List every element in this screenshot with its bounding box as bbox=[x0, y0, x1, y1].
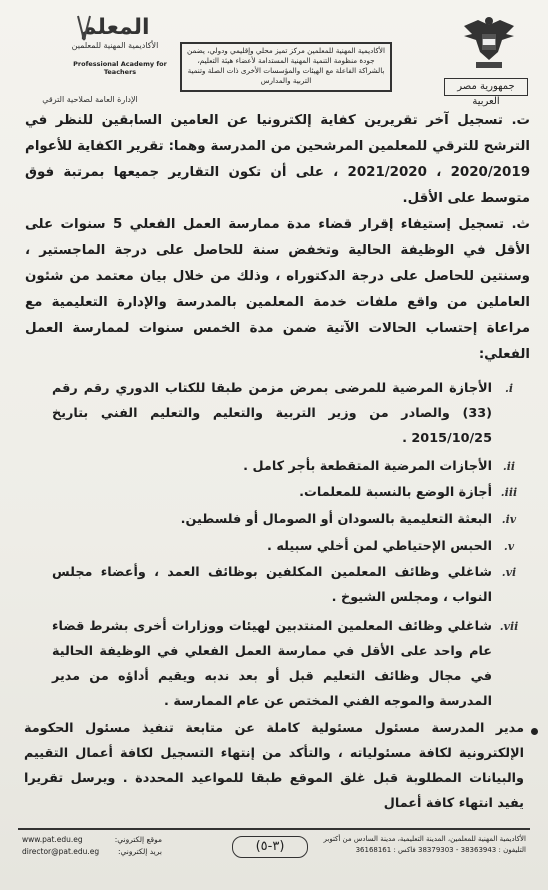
footer-contact bbox=[306, 834, 526, 856]
list-item-number: i. bbox=[504, 382, 514, 395]
list-item-number: iii. bbox=[500, 486, 518, 499]
list-item bbox=[0, 614, 548, 714]
academy-mission-box: الأكاديمية المهنية للمعلمين مركز تميز محلي وإقليمي ودولي، يضمن جودة منظومة التنمية المهنية المستدامة لأعضاء هيئة التعليم، بالشراكة الفاعلة مع الهيئات والمؤسسات الأخرى ذات الصلة وتنمية التربية والمدارس bbox=[180, 42, 392, 92]
list-item-number: vii. bbox=[499, 620, 519, 633]
paragraph-tha-text: تسجيل إستيفاء إقرار قضاء مدة ممارسة العمل الفعلي 5 سنوات على الأقل في الوظيفة الحالية وتخفض سنة للحاصل على درجة الماجستير ، وسنتين للحاصل على درجة الدكتوراه ، وذلك من خلال بيان معتمد من شئون العاملين من واقع ملفات خدمة المعلمين بالمدرسة والإدارة التعليمية مع مراعاة إحتساب الحالات الآتية ضمن مدة الخمس سنوات لممارسة العمل الفعلي: bbox=[25, 217, 530, 362]
department-label: الإدارة العامة لصلاحية الترقي bbox=[42, 95, 138, 104]
list-item-text: الأجازة المرضية للمرضى بمرض مزمن طبقا للكتاب الدوري رقم رقم (33) والصادر من وزير التربية والتعليم والتعليم الفني بتاريخ 2015/10/25 . bbox=[52, 381, 492, 446]
footer-divider bbox=[18, 828, 530, 830]
list-item-text: شاغلي وظائف المعلمين المكلفين بوظائف العمد ، وأعضاء مجلس النواب ، ومجلس الشيوخ . bbox=[52, 565, 492, 605]
list-item-number: v. bbox=[503, 540, 515, 553]
academy-logo-icon bbox=[70, 10, 160, 54]
egypt-eagle-seal-icon bbox=[458, 12, 520, 72]
list-item bbox=[0, 480, 548, 506]
paragraph-ta-text: تسجيل آخر تقريرين كفاية إلكترونيا عن العامين السابقين للنظر في الترشح للترقي للمعلمين المرشحين من المدرسة وهما: تقرير الكفاية للأعوام 2020/2019 ، 2021/2020 ، على أن تكون التقارير جميعها بمرتبة فوق متوسط على الأقل. bbox=[25, 113, 531, 206]
footer-email-label: بريد إلكتروني: bbox=[117, 847, 162, 856]
list-item bbox=[0, 507, 548, 533]
paragraph-tha-marker: ث. bbox=[511, 217, 531, 232]
list-item-text: الحبس الإحتياطي لمن أخلي سبيله . bbox=[267, 539, 492, 554]
footer-email[interactable]: director@pat.edu.eg bbox=[22, 847, 100, 856]
paragraph-tha bbox=[25, 212, 530, 368]
list-item-text: الأجازات المرضية المتقطعة بأجر كامل . bbox=[243, 459, 492, 474]
list-item bbox=[0, 534, 548, 560]
logo-english-text: Professional Academy for Teachers bbox=[73, 60, 167, 76]
page-number: (٣-٥) bbox=[232, 836, 308, 858]
list-item bbox=[0, 454, 548, 480]
logo-arabic-text: المعلم bbox=[80, 15, 150, 40]
footer-online bbox=[22, 834, 162, 858]
bullet-dot-icon bbox=[531, 728, 538, 735]
paragraph-ta-marker: ت. bbox=[511, 113, 530, 128]
footer-website[interactable]: www.pat.edu.eg bbox=[22, 835, 83, 844]
footer-phones: التليفون : 38363943 - 38379303 فاكس : 36168161 bbox=[355, 846, 526, 854]
list-item-text: شاغلي وظائف المعلمين المنتدبين لهيئات ووزارات أخرى بشرط قضاء عام واحد على الأقل في ممارسة العمل الفعلي في الوظيفة الحالية في مجال وظائف التعليم قبل أو بعد ندبه ويقيم أداؤه من مدير المدرسة والموجه الفني المختص عن عام الممارسة . bbox=[52, 619, 492, 709]
list-item-text: أجازة الوضع بالنسبة للمعلمات. bbox=[299, 485, 492, 500]
list-item bbox=[0, 560, 548, 612]
footer-website-label: موقع إلكتروني: bbox=[114, 835, 162, 844]
paragraph-ta bbox=[25, 108, 530, 212]
footer-address: الأكاديمية المهنية للمعلمين، المدينة التعليمية، مدينة السادس من أكتوبر bbox=[323, 835, 526, 843]
list-item-number: vi. bbox=[501, 566, 517, 579]
list-item-text: البعثة التعليمية بالسودان أو الصومال أو فلسطين. bbox=[180, 512, 492, 527]
list-item bbox=[0, 376, 548, 456]
country-label: جمهورية مصر العربية bbox=[444, 78, 528, 96]
list-item-number: ii. bbox=[502, 460, 516, 473]
principal-responsibility-paragraph: مدير المدرسة مسئول مسئولية كاملة عن متابعة تنفيذ مسئول الحكومة الإلكترونية لكافة مسئولياته ، والتأكد من إنتهاء التسجيل لكافة أعمال التقييم والبيانات المطلوبة قبل غلق الموقع طبقا للمواعيد المحددة . ويرسل تقريرا يفيد انتهاء كافة أعمال bbox=[24, 721, 524, 811]
logo-subtitle-text: الأكاديمية المهنية للمعلمين bbox=[71, 41, 159, 50]
list-item-number: iv. bbox=[501, 513, 517, 526]
